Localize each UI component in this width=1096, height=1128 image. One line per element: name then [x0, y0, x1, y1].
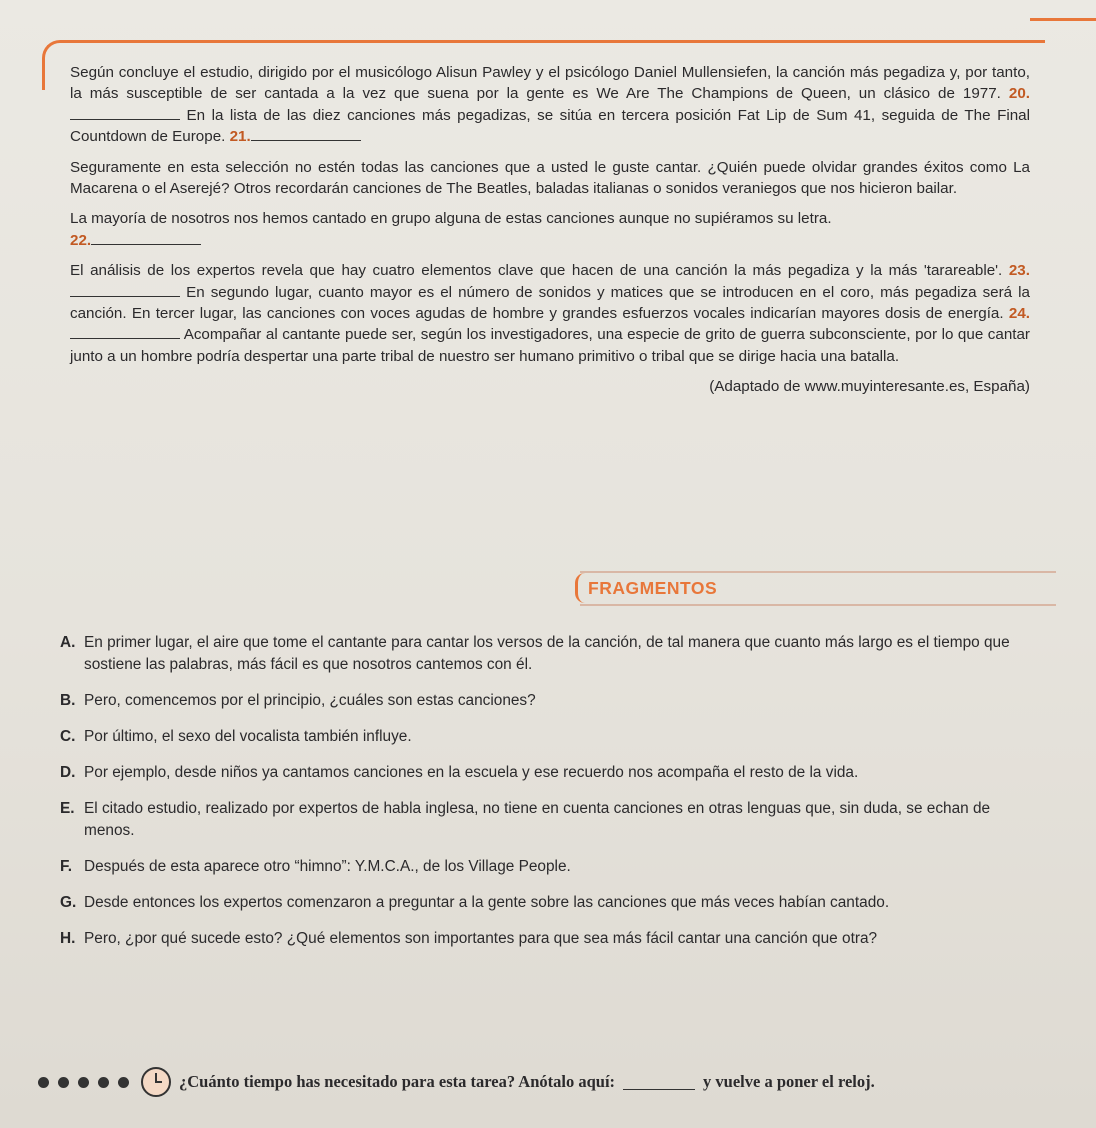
corner-accent-line: [1030, 18, 1096, 21]
dot-icon: [98, 1077, 109, 1088]
time-question: ¿Cuánto tiempo has necesitado para esta tarea? Anótalo aquí:: [179, 1072, 616, 1091]
reading-text: [70, 62, 1030, 398]
gap-number-21: 21.: [229, 128, 251, 146]
fragment-item: E. El citado estudio, realizado por expertos de habla inglesa, no tiene en cuenta canciones en otras lenguas que, sin duda, se echan de menos.: [60, 800, 991, 839]
fragment-item: H. Pero, ¿por qué sucede esto? ¿Qué elementos son importantes para que sea más fácil cantar una canción que otra?: [60, 930, 878, 947]
paragraph-2: Seguramente en esta selección no estén todas las canciones que a usted le guste cantar. ¿Quién puede olvidar grandes éxitos como La Macarena o el Aserejé? Otros recordarán canciones de The Beatles, baladas italianas o sonidos veraniegos que nos hicieron bailar.: [70, 158, 1030, 198]
time-instruction-end: y vuelve a poner el reloj.: [703, 1072, 875, 1091]
section-frame-left: [42, 60, 45, 90]
progress-dots: [38, 1077, 129, 1088]
fragments-list: [60, 632, 1030, 964]
dot-icon: [118, 1077, 129, 1088]
source-citation: (Adaptado de www.muyinteresante.es, España): [709, 378, 1030, 396]
section-frame: [42, 40, 1045, 63]
clock-icon: [141, 1067, 171, 1097]
gap-blank-20[interactable]: [70, 107, 180, 120]
paragraph-3: La mayoría de nosotros nos hemos cantado en grupo alguna de estas canciones aunque no supiéramos su letra. 22.: [70, 210, 832, 249]
fragments-rule-bottom: [580, 604, 1056, 606]
dot-icon: [58, 1077, 69, 1088]
time-answer-blank[interactable]: [623, 1075, 695, 1090]
dot-icon: [78, 1077, 89, 1088]
gap-blank-22[interactable]: [91, 232, 201, 245]
dot-icon: [38, 1077, 49, 1088]
fragment-item: B. Pero, comencemos por el principio, ¿cuáles son estas canciones?: [60, 692, 536, 709]
fragment-item: A. En primer lugar, el aire que tome el cantante para cantar los versos de la canción, de tal manera que cuanto más largo es el tiempo que sostiene las palabras, más fácil es que nosotros cantemos con él.: [60, 634, 1010, 673]
gap-number-22: 22.: [70, 231, 92, 249]
paragraph-4: El análisis de los expertos revela que hay cuatro elementos clave que hacen de una canción la más pegadiza y la más 'tarareable'. 23. En segundo lugar, cuanto mayor es el número de sonidos y matices que se introducen en el coro, más pegadiza será la canción. En tercer lugar, las canciones con voces agudas de hombre y grandes esfuerzos vocales indicarían mayores dosis de energía. 24. Acompañar al cantante puede ser, según los investigadores, una especie de grito de guerra subconsciente, por lo que cantar junto a un hombre podría despertar una parte tribal de nuestro ser humano primitivo o tribal que se dirige hacia una batalla.: [70, 262, 1030, 365]
gap-blank-21[interactable]: [251, 128, 361, 141]
gap-number-23: 23.: [1008, 262, 1030, 280]
fragment-item: G. Desde entonces los expertos comenzaron a preguntar a la gente sobre las canciones que más veces habían cantado.: [60, 894, 890, 911]
fragment-item: C. Por último, el sexo del vocalista también influye.: [60, 728, 412, 745]
fragment-item: D. Por ejemplo, desde niños ya cantamos canciones en la escuela y ese recuerdo nos acompaña el resto de la vida.: [60, 764, 859, 781]
paragraph-1: Según concluye el estudio, dirigido por el musicólogo Alisun Pawley y el psicólogo Daniel Mullensiefen, la canción más pegadiza y, por tanto, la más susceptible de ser cantada a la vez que suena por la gente es We Are The Champions de Queen, un clásico de 1977. 20. En la lista de las diez canciones más pegadizas, se sitúa en tercera posición Fat Lip de Sum 41, seguida de The Final Countdown de Europe. 21.: [70, 64, 1030, 146]
gap-blank-24[interactable]: [70, 326, 180, 339]
gap-number-20: 20.: [1008, 85, 1030, 103]
gap-number-24: 24.: [1008, 305, 1030, 323]
fragments-heading: FRAGMENTOS: [575, 573, 1064, 603]
gap-blank-23[interactable]: [70, 284, 180, 297]
fragment-item: F. Después de esta aparece otro “himno”: Y.M.C.A., de los Village People.: [60, 858, 571, 875]
time-log-footer: [38, 1062, 1078, 1102]
